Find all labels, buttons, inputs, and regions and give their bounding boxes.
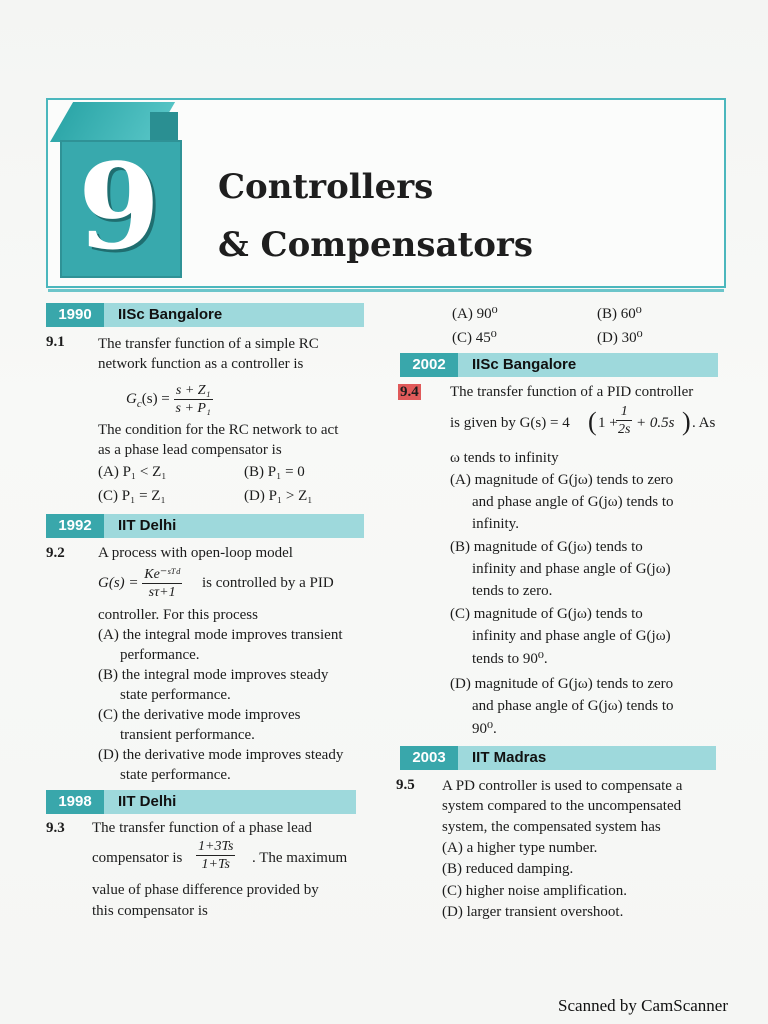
section-year: 1992 [46, 514, 104, 538]
section-year: 1998 [46, 790, 104, 814]
q4-left-paren: ( [588, 407, 597, 436]
q5-line2: system compared to the uncompensated [442, 798, 682, 814]
eq-lhs: G [126, 390, 137, 407]
question-number: 9.1 [46, 334, 65, 350]
q4-right-paren: ) [682, 407, 691, 436]
section-year: 1990 [46, 303, 104, 327]
q3-line3: value of phase difference provided by [92, 882, 319, 898]
q4-option-c[interactable]: (C) magnitude of G(jω) tends to [450, 606, 643, 622]
eq-denominator: s + P₁ [175, 401, 211, 416]
eq-numerator: s + Z₁ [174, 382, 213, 400]
chapter-title [218, 158, 533, 274]
section-1992-bar [46, 514, 364, 538]
q2-equation [98, 566, 182, 601]
q5-option-c[interactable]: (C) higher noise amplification. [442, 883, 627, 899]
q4-inner-b: + 0.5s [636, 415, 675, 431]
eq-arg: (s) = [141, 390, 170, 407]
q4-option-a[interactable]: (A) magnitude of G(jω) tends to zero [450, 472, 674, 488]
q2-option-a-cont: performance. [120, 647, 200, 663]
q4-option-d-cont2: 90⁰. [472, 721, 497, 737]
q5-option-a[interactable]: (A) a higher type number. [442, 840, 598, 856]
q2-option-d[interactable]: (D) the derivative mode improves steady [98, 747, 344, 763]
section-year: 2002 [400, 353, 458, 377]
q1-option-b[interactable]: (B) P₁ = 0 [244, 464, 305, 480]
eq-numerator: Ke⁻ˢᵀᵈ [144, 567, 180, 582]
eq-sub: c [136, 397, 142, 410]
q1-line3: The condition for the RC network to act [98, 422, 339, 438]
q2-line1: A process with open-loop model [98, 545, 293, 561]
section-institute: IIT Madras [472, 749, 547, 766]
q1-line4: as a phase lead compensator is [98, 442, 282, 458]
eq-denominator: 1+Ts [201, 857, 230, 872]
question-number: 9.2 [46, 545, 65, 561]
q4-option-a-cont2: infinity. [472, 516, 519, 532]
question-number: 9.3 [46, 820, 65, 836]
q3-equation [196, 838, 235, 873]
q4-option-c-cont2: tends to 90⁰. [472, 651, 548, 667]
q3-option-c[interactable]: (C) 45⁰ [452, 330, 497, 346]
q2-option-c[interactable]: (C) the derivative mode improves [98, 707, 301, 723]
q5-line3: system, the compensated system has [442, 819, 661, 835]
section-institute: IIT Delhi [118, 793, 177, 810]
q4-option-b-cont2: tends to zero. [472, 583, 553, 599]
section-1998-bar [46, 790, 356, 814]
eq-lhs: G(s) = [98, 574, 139, 591]
q4-line2a: is given by G(s) = 4 [450, 415, 570, 431]
header-rule [48, 289, 724, 292]
eq-fraction [616, 403, 632, 438]
eq-fraction [174, 382, 213, 417]
q1-equation [126, 382, 213, 417]
q3-line1: The transfer function of a phase lead [92, 820, 312, 836]
q4-line1: The transfer function of a PID controller [450, 384, 694, 400]
q4-line2b: . As [692, 415, 716, 431]
q2-option-b[interactable]: (B) the integral mode improves steady [98, 667, 329, 683]
q4-option-b-cont: infinity and phase angle of G(jω) [472, 561, 671, 577]
chapter-title-line2: & Compensators [218, 225, 533, 265]
q3-line4: this compensator is [92, 903, 208, 919]
q3-line2b: . The maximum [252, 850, 348, 866]
q4-option-d[interactable]: (D) magnitude of G(jω) tends to zero [450, 676, 674, 692]
q5-line1: A PD controller is used to compensate a [442, 778, 683, 794]
section-institute: IISc Bangalore [472, 356, 577, 373]
q4-inner-a: 1 + [598, 415, 618, 431]
q4-option-b[interactable]: (B) magnitude of G(jω) tends to [450, 539, 643, 555]
q2-option-c-cont: transient performance. [120, 727, 255, 743]
q3-option-b[interactable]: (B) 60⁰ [597, 306, 642, 322]
q3-line2a: compensator is [92, 850, 183, 866]
section-institute: IISc Bangalore [118, 306, 223, 323]
section-2003-bar [400, 746, 716, 770]
section-year: 2003 [400, 746, 458, 770]
q1-option-c[interactable]: (C) P₁ = Z₁ [98, 488, 166, 504]
q2-line2: is controlled by a PID [202, 575, 334, 591]
question-number [398, 382, 421, 403]
q2-line3: controller. For this process [98, 607, 258, 623]
question-number-highlight: 9.4 [400, 384, 419, 400]
q4-line3: ω tends to infinity [450, 450, 559, 466]
question-number: 9.5 [396, 777, 415, 793]
section-1990-bar [46, 303, 364, 327]
q4-equation [616, 403, 632, 438]
eq-fraction [196, 838, 235, 873]
scanner-watermark: Scanned by CamScanner [558, 996, 728, 1015]
q1-line1: The transfer function of a simple RC [98, 336, 319, 352]
section-institute: IIT Delhi [118, 517, 177, 534]
q2-option-d-cont: state performance. [120, 767, 231, 783]
eq-denominator: 2s [618, 422, 631, 437]
eq-numerator: 1+3Ts [198, 839, 234, 854]
eq-denominator: sτ+1 [148, 585, 176, 600]
chapter-number: 9 [77, 137, 161, 276]
q5-option-d[interactable]: (D) larger transient overshoot. [442, 904, 624, 920]
q3-option-a[interactable]: (A) 90⁰ [452, 306, 498, 322]
q1-option-a[interactable]: (A) P₁ < Z₁ [98, 464, 167, 480]
q3-option-d[interactable]: (D) 30⁰ [597, 330, 643, 346]
chapter-title-line1: Controllers [218, 167, 434, 207]
q4-option-d-cont: and phase angle of G(jω) tends to [472, 698, 674, 714]
q1-option-d[interactable]: (D) P₁ > Z₁ [244, 488, 313, 504]
q5-option-b[interactable]: (B) reduced damping. [442, 861, 574, 877]
q1-line2: network function as a controller is [98, 356, 304, 372]
q4-option-c-cont: infinity and phase angle of G(jω) [472, 628, 671, 644]
section-2002-bar [400, 353, 718, 377]
q2-option-a[interactable]: (A) the integral mode improves transient [98, 627, 343, 643]
q2-option-b-cont: state performance. [120, 687, 231, 703]
eq-fraction [142, 566, 182, 601]
eq-numerator: 1 [616, 403, 632, 421]
q4-option-a-cont: and phase angle of G(jω) tends to [472, 494, 674, 510]
